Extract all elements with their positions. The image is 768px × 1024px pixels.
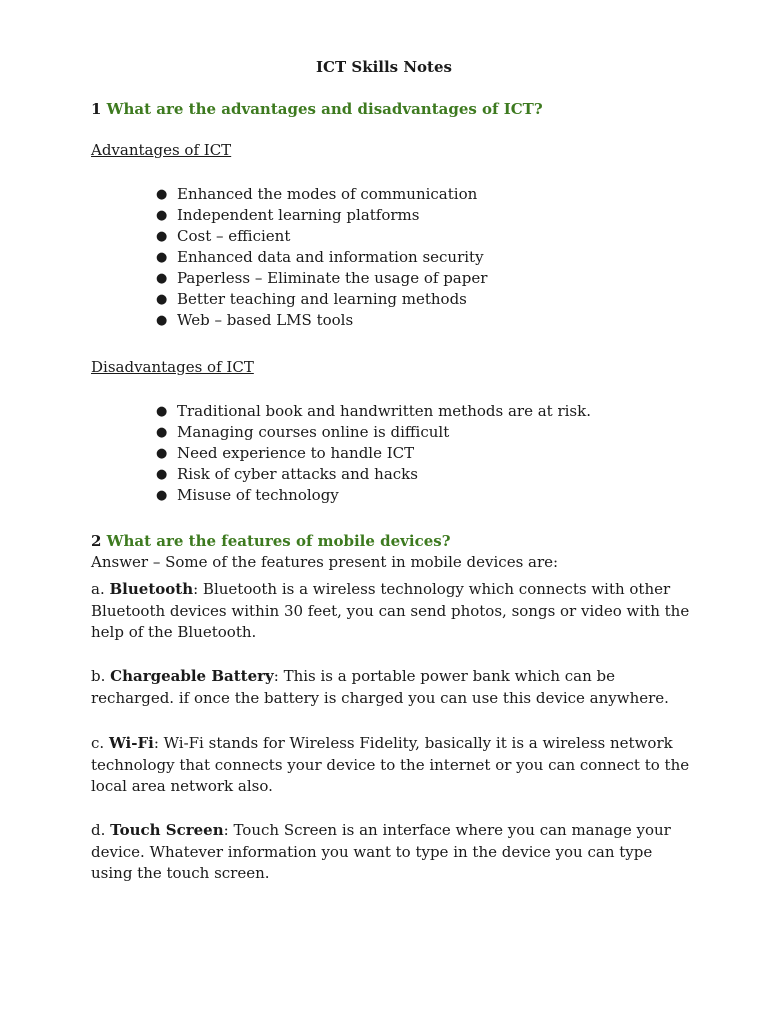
feature-bluetooth	[91, 579, 691, 644]
feature-term: Chargeable Battery	[110, 667, 274, 685]
list-item	[156, 422, 591, 443]
feature-prefix: c.	[91, 734, 105, 752]
list-item	[156, 401, 591, 422]
bullet-icon: ●	[156, 425, 168, 440]
advantages-heading: Advantages of ICT	[91, 141, 232, 159]
bullet-icon: ●	[156, 404, 168, 419]
list-item	[156, 464, 591, 485]
feature-description: : Touch Screen is an interface where you can manage your device. Whatever information you want to type in the device you can type using the touch screen.	[91, 821, 671, 882]
list-item	[156, 485, 591, 506]
bullet-icon: ●	[156, 313, 168, 328]
feature-description: : This is a portable power bank which can be recharged. if once the battery is charged you can use this device anywhere.	[91, 667, 669, 707]
list-item	[156, 226, 487, 247]
disadvantages-heading: Disadvantages of ICT	[91, 358, 254, 376]
question-1-number: 1	[91, 100, 102, 118]
question-1	[91, 100, 543, 118]
bullet-icon: ●	[156, 250, 168, 265]
list-item-text: Misuse of technology	[177, 486, 339, 504]
list-item-text: Enhanced data and information security	[177, 248, 484, 266]
list-item-text: Risk of cyber attacks and hacks	[177, 465, 418, 483]
bullet-icon: ●	[156, 271, 168, 286]
answer-intro: Answer – Some of the features present in mobile devices are:	[91, 553, 559, 571]
question-2	[91, 532, 451, 550]
feature-touch-screen	[91, 820, 691, 885]
question-2-number: 2	[91, 532, 102, 550]
feature-description: : Wi-Fi stands for Wireless Fidelity, basically it is a wireless network technology that connects your device to the internet or you can connect to the local area network also.	[91, 734, 690, 795]
document-title: ICT Skills Notes	[316, 58, 452, 76]
list-item-text: Managing courses online is difficult	[177, 423, 450, 441]
bullet-icon: ●	[156, 292, 168, 307]
list-item	[156, 310, 487, 331]
list-item-text: Cost – efficient	[177, 227, 291, 245]
feature-description: : Bluetooth is a wireless technology which connects with other Bluetooth devices within 30 feet, you can send photos, songs or video with the help of the Bluetooth.	[91, 580, 690, 641]
feature-prefix: b.	[91, 667, 106, 685]
list-item	[156, 247, 487, 268]
question-1-text: What are the advantages and disadvantages of ICT?	[106, 100, 543, 118]
bullet-icon: ●	[156, 467, 168, 482]
list-item-text: Enhanced the modes of communication	[177, 185, 478, 203]
feature-chargeable-battery	[91, 666, 691, 709]
feature-wifi	[91, 733, 691, 798]
question-2-text: What are the features of mobile devices?	[106, 532, 451, 550]
list-item	[156, 443, 591, 464]
bullet-icon: ●	[156, 187, 168, 202]
list-item-text: Paperless – Eliminate the usage of paper	[177, 269, 488, 287]
list-item-text: Web – based LMS tools	[177, 311, 354, 329]
disadvantages-list	[156, 401, 591, 506]
bullet-icon: ●	[156, 446, 168, 461]
list-item	[156, 268, 487, 289]
bullet-icon: ●	[156, 208, 168, 223]
feature-term: Wi-Fi	[108, 734, 154, 752]
advantages-list	[156, 184, 487, 331]
feature-term: Touch Screen	[110, 821, 224, 839]
feature-prefix: d.	[91, 821, 106, 839]
list-item-text: Traditional book and handwritten methods are at risk.	[177, 402, 591, 420]
list-item	[156, 205, 487, 226]
feature-prefix: a.	[91, 580, 105, 598]
feature-term: Bluetooth	[109, 580, 194, 598]
list-item-text: Better teaching and learning methods	[177, 290, 467, 308]
list-item-text: Need experience to handle ICT	[177, 444, 415, 462]
list-item	[156, 184, 487, 205]
bullet-icon: ●	[156, 229, 168, 244]
bullet-icon: ●	[156, 488, 168, 503]
list-item-text: Independent learning platforms	[177, 206, 420, 224]
list-item	[156, 289, 487, 310]
